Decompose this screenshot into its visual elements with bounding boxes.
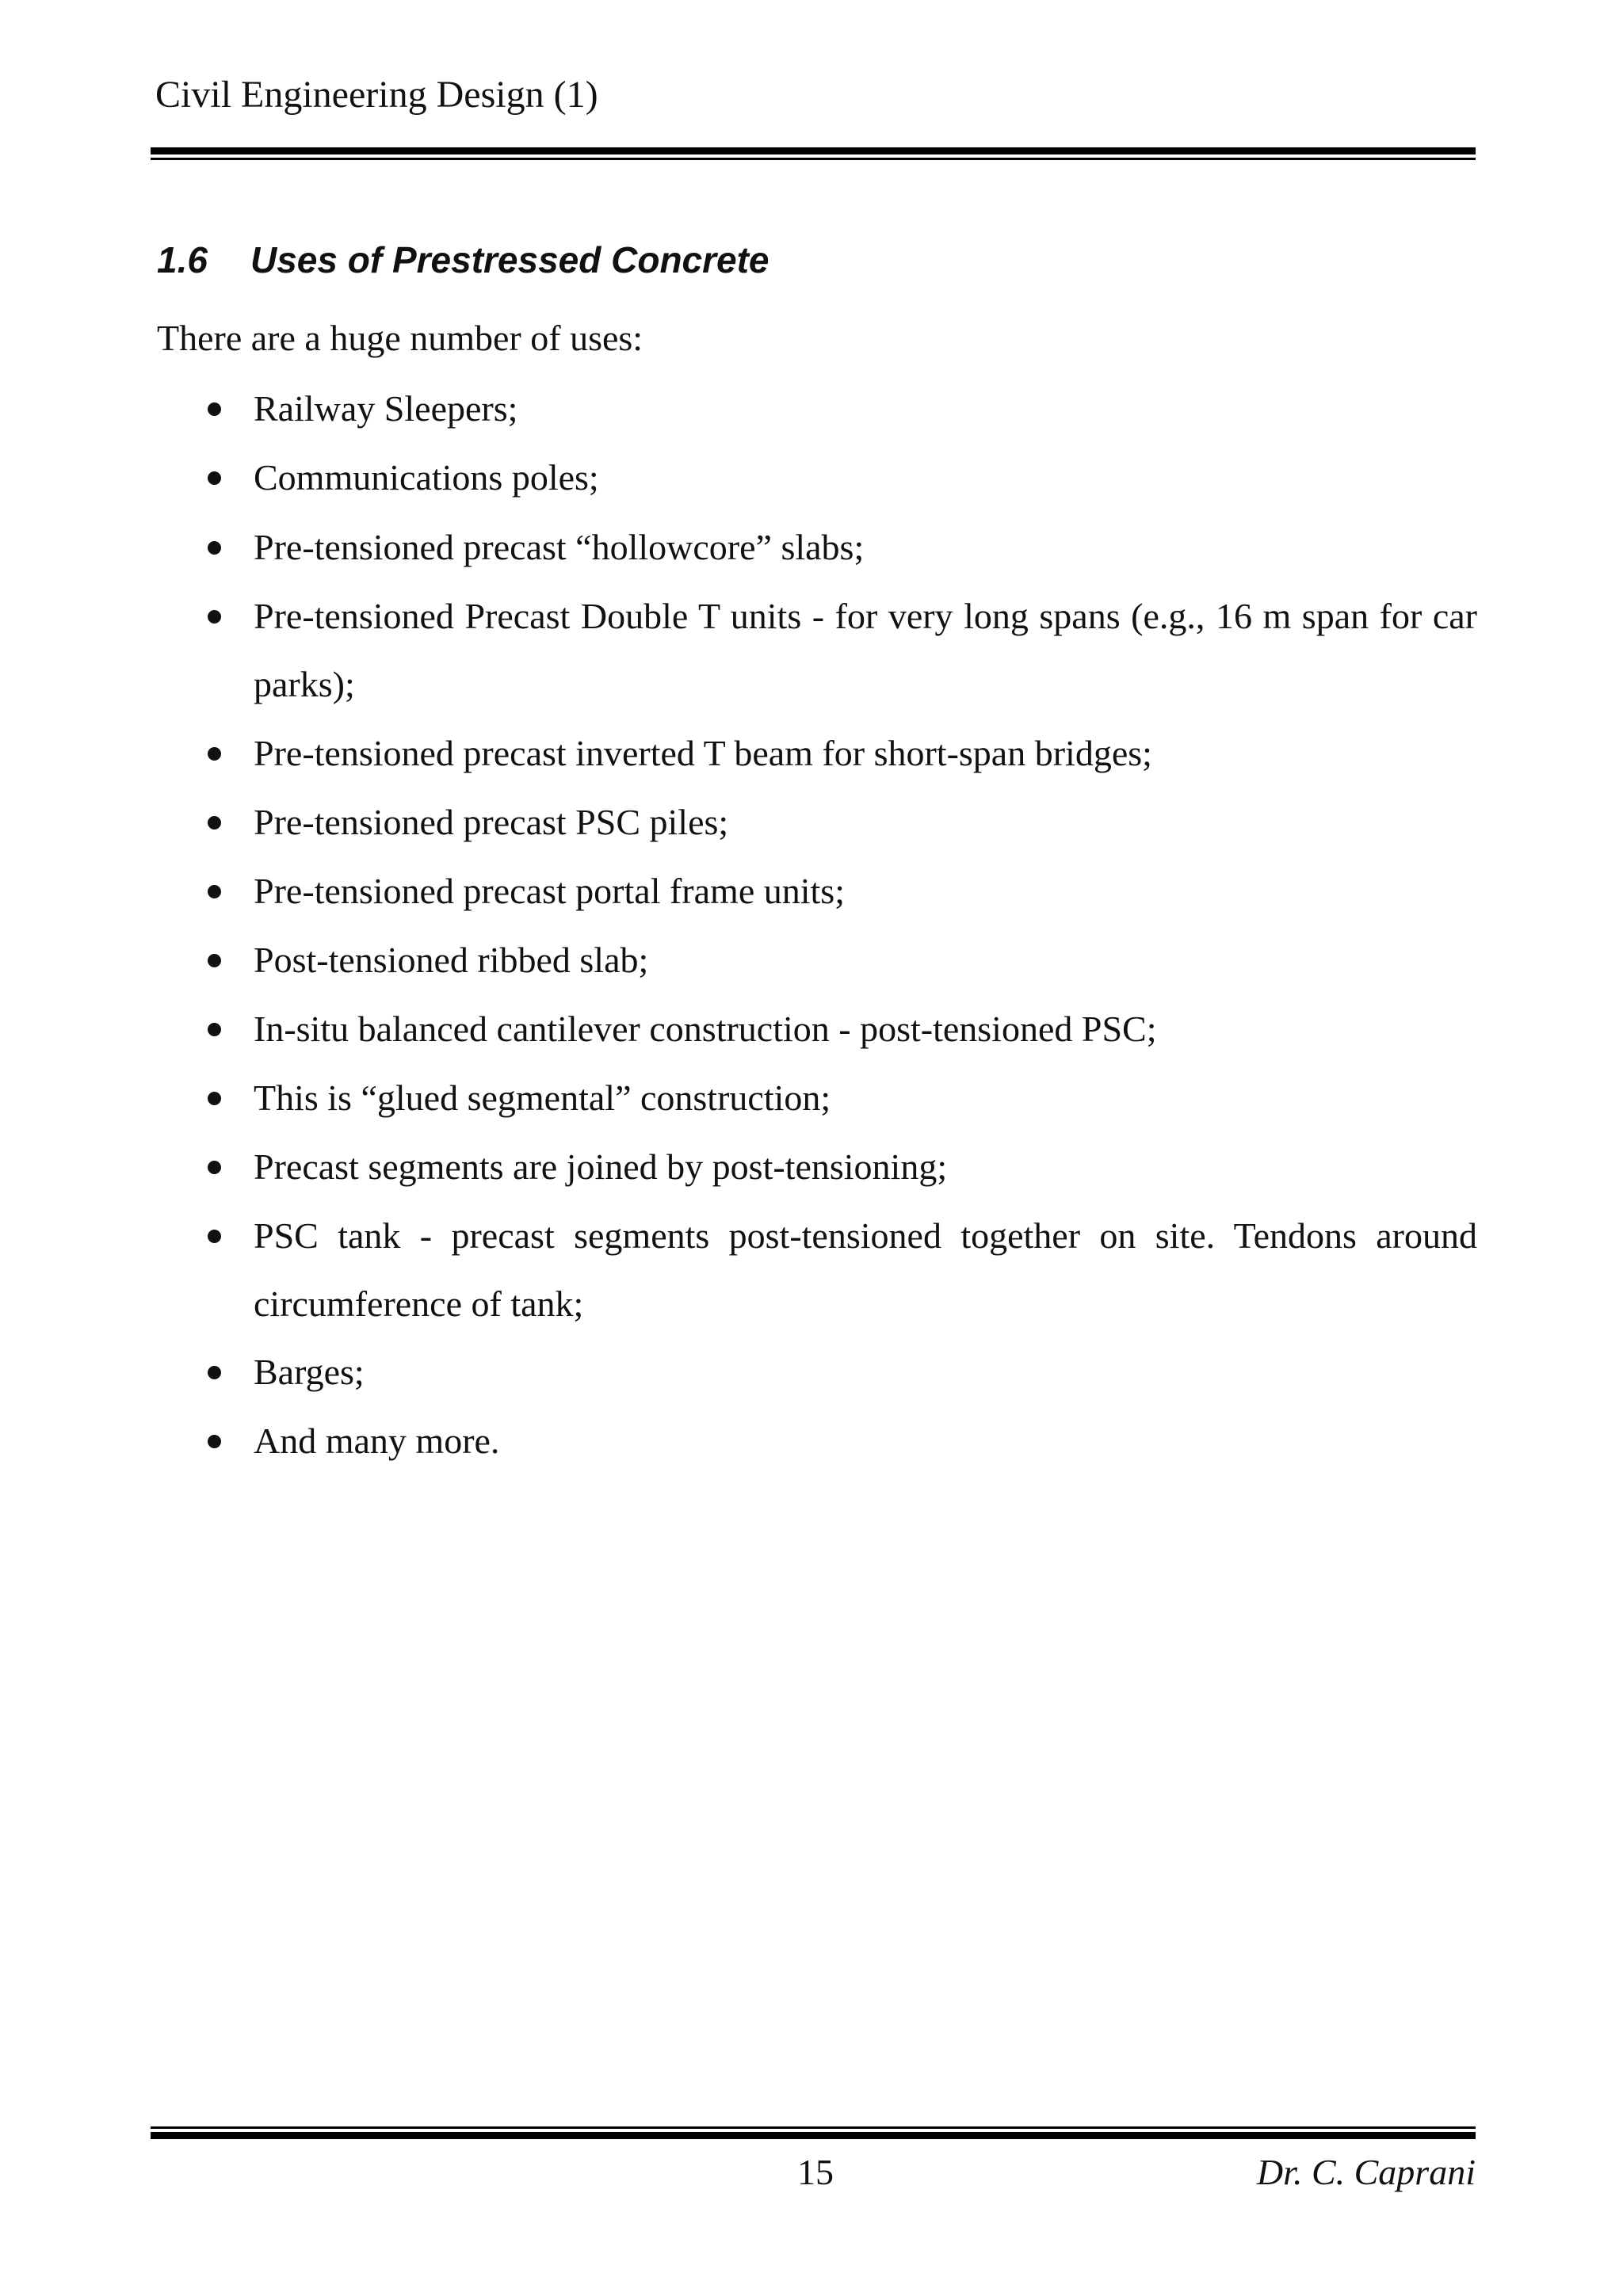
section-title: Uses of Prestressed Concrete xyxy=(250,239,769,280)
footer-rule-thick xyxy=(151,2132,1476,2139)
list-item: Pre-tensioned precast “hollowcore” slabs; xyxy=(254,527,865,567)
list-item: Barges; xyxy=(254,1352,365,1392)
list-item: Pre-tensioned Precast Double T units - for very long spans (e.g., 16 m span for car parks); xyxy=(254,596,1477,704)
list-item: Railway Sleepers; xyxy=(254,388,518,429)
bullet-icon xyxy=(208,1230,212,1234)
bullet-icon xyxy=(208,541,212,546)
bullet-icon xyxy=(208,816,212,821)
list-item: This is “glued segmental” construction; xyxy=(254,1077,831,1118)
bullet-icon xyxy=(208,402,212,407)
bullet-icon xyxy=(208,747,212,752)
page-number: 15 xyxy=(797,2152,834,2192)
list-item: Precast segments are joined by post-tensioning; xyxy=(254,1146,948,1187)
bullet-icon xyxy=(208,1161,212,1165)
list-item: Post-tensioned ribbed slab; xyxy=(254,940,649,980)
section-heading xyxy=(157,239,769,280)
bullet-icon xyxy=(208,885,212,890)
header-rule-thick xyxy=(151,147,1476,154)
header-rule xyxy=(151,147,1476,160)
list-item: Pre-tensioned precast inverted T beam for short-span bridges; xyxy=(254,733,1152,773)
list-item: Pre-tensioned precast PSC piles; xyxy=(254,802,729,842)
bullet-icon xyxy=(208,954,212,959)
intro-paragraph: There are a huge number of uses: xyxy=(157,318,643,358)
bullet-icon xyxy=(208,1435,212,1440)
list-item: Communications poles; xyxy=(254,457,599,498)
running-header-title: Civil Engineering Design (1) xyxy=(155,74,598,116)
list-item: In-situ balanced cantilever construction - post-tensioned PSC; xyxy=(254,1009,1157,1049)
list-item: And many more. xyxy=(254,1421,500,1461)
footer-rule xyxy=(151,2126,1476,2139)
bullet-icon xyxy=(208,610,212,615)
list-item: Pre-tensioned precast portal frame units; xyxy=(254,871,845,911)
section-number: 1.6 xyxy=(157,239,208,280)
bullet-icon xyxy=(208,1366,212,1371)
footer-author: Dr. C. Caprani xyxy=(1256,2152,1476,2192)
header-rule-thin xyxy=(151,158,1476,160)
list-item: PSC tank - precast segments post-tensioned together on site. Tendons around circumference of tank; xyxy=(254,1215,1477,1324)
bullet-icon xyxy=(208,1023,212,1028)
bullet-icon xyxy=(208,1092,212,1097)
bullet-icon xyxy=(208,471,212,476)
footer-rule-thin xyxy=(151,2126,1476,2129)
